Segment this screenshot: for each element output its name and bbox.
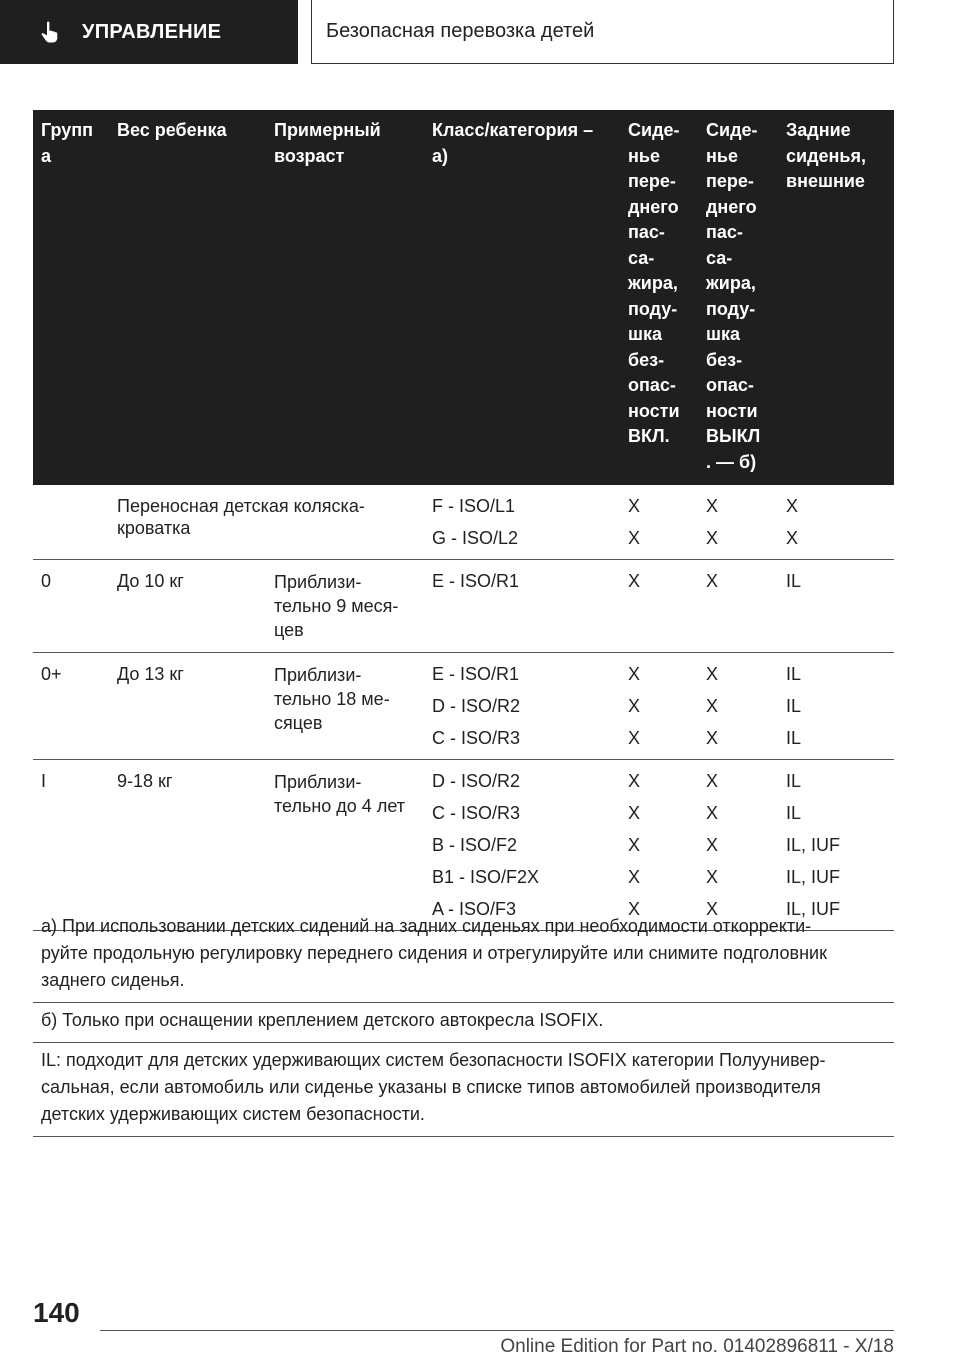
front-off-cell: [698, 653, 778, 760]
front-on-cell-value: X: [628, 496, 641, 516]
class-cell-value: E - ISO/R1: [432, 664, 520, 684]
rear-cell-value: IL: [786, 803, 802, 823]
group-cell: [33, 485, 109, 560]
class-cell-value: F - ISO/L1: [432, 496, 516, 516]
table-row: [33, 760, 894, 931]
group-cell: 0: [33, 560, 109, 653]
front-on-cell-value: X: [628, 771, 641, 791]
age-text: Приблизи- тельно до 4 лет: [274, 772, 405, 816]
rear-cell-value: IL: [786, 728, 802, 748]
edition-note: Online Edition for Part no. 01402896811 - X/18: [500, 1336, 894, 1357]
header-group: Групп а: [33, 110, 109, 485]
section-tab: [0, 0, 298, 64]
front-on-cell-value: X: [628, 803, 641, 823]
section-title: УПРАВЛЕНИЕ: [82, 20, 222, 43]
age-cell: [266, 760, 424, 931]
rear-cell: [778, 485, 894, 560]
weight-cell: 9-18 кг: [109, 760, 266, 931]
front-on-cell-value: X: [628, 664, 641, 684]
header-front-airbag-off: Сиде- нье пере- днего пас- са- жира, поду- шка без- опас- ности ВЫКЛ . — б): [698, 110, 778, 485]
header-weight: Вес ребенка: [109, 110, 266, 485]
rear-cell: [778, 560, 894, 653]
front-off-cell-value: X: [706, 571, 719, 591]
class-cell-value: B - ISO/F2: [432, 835, 518, 855]
front-off-cell-value: X: [706, 664, 719, 684]
footnotes: [33, 909, 894, 1137]
front-on-cell-value: X: [628, 696, 641, 716]
table-body: [33, 485, 894, 931]
rear-cell-value: IL: [786, 664, 802, 684]
header-class: Класс/категория – а): [424, 110, 620, 485]
weight-cell: До 10 кг: [109, 560, 266, 653]
header-front-airbag-on: Сиде- нье пере- днего пас- са- жира, поду- шка без- опас- ности ВКЛ.: [620, 110, 698, 485]
group-cell: 0+: [33, 653, 109, 760]
age-text: Приблизи- тельно 18 ме- сяцев: [274, 665, 390, 733]
front-on-cell: [620, 485, 698, 560]
class-cell: [424, 485, 620, 560]
front-off-cell-value: X: [706, 867, 719, 887]
rear-cell-value: IL: [786, 696, 802, 716]
class-cell-value: C - ISO/R3: [432, 803, 521, 823]
chapter-header: [311, 0, 894, 64]
front-on-cell-value: X: [628, 835, 641, 855]
class-cell-value: A - ISO/F3: [432, 899, 517, 919]
header-rear-outer: Задние сиденья, внешние: [778, 110, 894, 485]
class-cell-value: E - ISO/R1: [432, 571, 520, 591]
front-off-cell: [698, 485, 778, 560]
rear-cell: [778, 760, 894, 931]
class-cell-value: B1 - ISO/F2X: [432, 867, 540, 887]
header-age: Примерный возраст: [266, 110, 424, 485]
class-cell: [424, 760, 620, 931]
rear-cell-value: X: [786, 496, 799, 516]
class-cell: [424, 560, 620, 653]
table-row: [33, 560, 894, 653]
footnote: б) Только при оснащении креплением детского автокресла ISOFIX.: [33, 1003, 894, 1043]
age-text: Приблизи- тельно 9 меся- цев: [274, 572, 399, 640]
front-off-cell-value: X: [706, 496, 719, 516]
rear-cell-value: X: [786, 528, 799, 548]
weight-cell: До 13 кг: [109, 653, 266, 760]
front-on-cell: [620, 560, 698, 653]
isofix-table: [33, 110, 894, 931]
front-on-cell-value: X: [628, 728, 641, 748]
class-cell-value: C - ISO/R3: [432, 728, 521, 748]
weight-cell: Переносная детская коляска-кроватка: [109, 485, 424, 560]
chapter-title: Безопасная перевозка детей: [326, 20, 595, 42]
front-off-cell: [698, 760, 778, 931]
page-number: 140: [33, 1297, 80, 1328]
front-on-cell: [620, 653, 698, 760]
rear-cell-value: IL: [786, 571, 802, 591]
age-cell: [266, 560, 424, 653]
front-off-cell-value: X: [706, 528, 719, 548]
rear-cell-value: IL: [786, 771, 802, 791]
class-cell-value: G - ISO/L2: [432, 528, 519, 548]
front-on-cell-value: X: [628, 571, 641, 591]
pointing-hand-icon: [38, 19, 64, 45]
front-off-cell-value: X: [706, 835, 719, 855]
table-header-row: [33, 110, 894, 485]
class-cell: [424, 653, 620, 760]
front-on-cell-value: X: [628, 867, 641, 887]
class-cell-value: D - ISO/R2: [432, 771, 521, 791]
rear-cell-value: IL, IUF: [786, 899, 841, 919]
table-row: [33, 653, 894, 760]
front-off-cell-value: X: [706, 771, 719, 791]
front-off-cell-value: X: [706, 803, 719, 823]
rear-cell: [778, 653, 894, 760]
rear-cell-value: IL, IUF: [786, 835, 841, 855]
footer-divider: [100, 1330, 894, 1331]
class-cell-value: D - ISO/R2: [432, 696, 521, 716]
rear-cell-value: IL, IUF: [786, 867, 841, 887]
table-row: [33, 485, 894, 560]
front-on-cell-value: X: [628, 899, 641, 919]
front-on-cell: [620, 760, 698, 931]
front-off-cell-value: X: [706, 728, 719, 748]
footnote: IL: подходит для детских удерживающих систем безопасности ISOFIX категории Полуунивер- сальная, если автомобиль или сиденье указаны в списке типов автомобилей производителя детских удерживающих систем безопасности.: [33, 1043, 894, 1137]
front-off-cell-value: X: [706, 696, 719, 716]
front-off-cell-value: X: [706, 899, 719, 919]
group-cell: I: [33, 760, 109, 931]
age-cell: [266, 653, 424, 760]
front-off-cell: [698, 560, 778, 653]
front-on-cell-value: X: [628, 528, 641, 548]
footnote: а) При использовании детских сидений на задних сиденьях при необходимости откорректи- руйте продольную регулировку переднего сидения и отрегулируйте или снимите подголовник заднего сиденья.: [33, 909, 894, 1003]
